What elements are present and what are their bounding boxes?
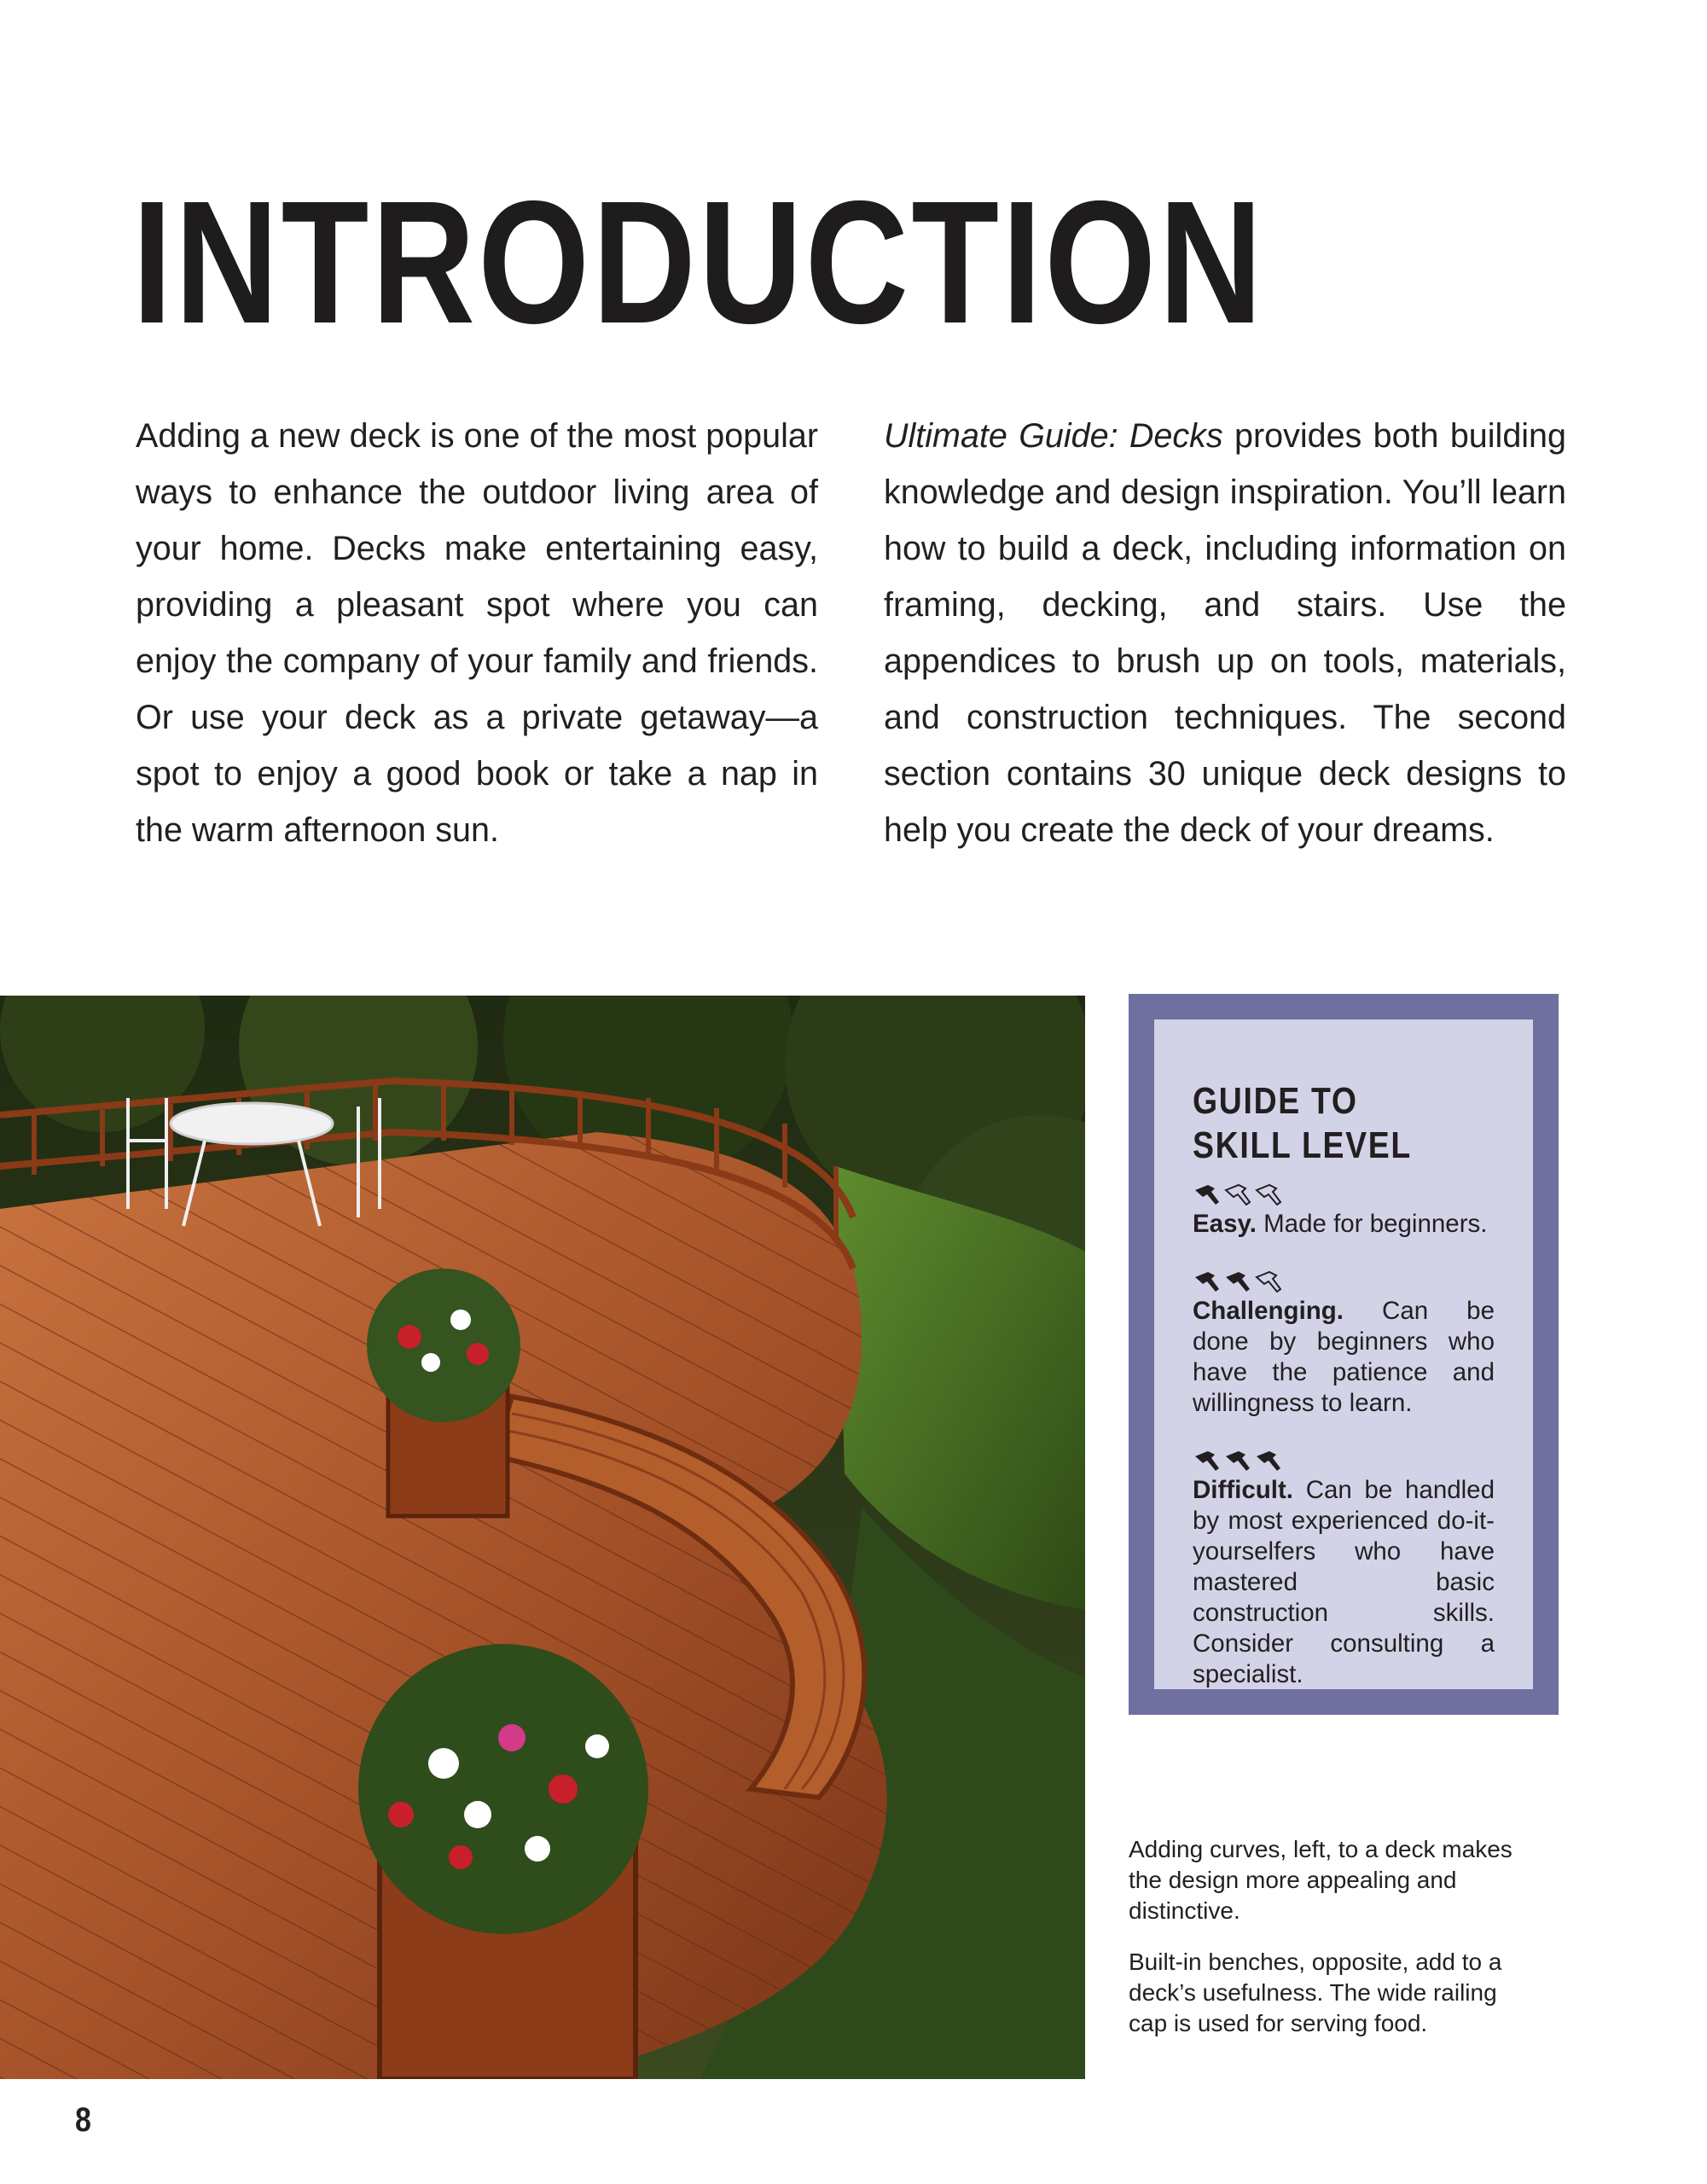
book-title: Ultimate Guide: Decks [884,417,1223,455]
skill-rating-easy [1193,1176,1495,1207]
skill-label: Difficult. [1193,1476,1293,1504]
skill-level-guide [1129,994,1559,1715]
hammer-filled-icon [1193,1265,1222,1294]
guide-title: GUIDE TO SKILL LEVEL [1193,1080,1412,1166]
hammer-filled-icon [1254,1444,1283,1473]
hammer-filled-icon [1193,1178,1222,1207]
skill-description-challenging [1193,1296,1495,1419]
hammer-outline-icon [1223,1178,1252,1207]
skill-rating-difficult [1193,1443,1495,1473]
skill-label: Easy. [1193,1210,1257,1238]
skill-level-difficult [1193,1443,1495,1690]
caption-benches: Built-in benches, opposite, add to a deck’s usefulness. The wide railing cap is used for serving food. [1129,1949,1502,2036]
skill-level-guide-panel [1154,1019,1533,1689]
skill-level-challenging [1193,1263,1495,1419]
deck-photo [0,996,1085,2079]
skill-text: Made for beginners. [1256,1210,1488,1238]
skill-description-easy [1193,1209,1495,1240]
skill-text: Can be done by beginners who have the patience and willingness to learn. [1193,1297,1495,1417]
page-number: 8 [75,2101,91,2139]
skill-level-easy [1193,1176,1495,1240]
hammer-outline-icon [1254,1178,1283,1207]
page-title: INTRODUCTION [132,165,1266,360]
photo-captions [1129,1834,1538,2059]
caption-curves: Adding curves, left, to a deck makes the design more appealing and distinctive. [1129,1836,1512,1924]
skill-description-difficult [1193,1475,1495,1690]
intro-paragraph-left: Adding a new deck is one of the most popular ways to enhance the outdoor living area of your home. Decks make entertaining easy, providing a pleasant spot where you can enjoy the company of your family and friends. Or use your deck as a private getaway—a spot to enjoy a good book or take a nap in the warm afternoon sun. [136,417,818,849]
hammer-filled-icon [1223,1444,1252,1473]
intro-paragraph-right [884,408,1566,858]
skill-label: Challenging. [1193,1297,1344,1325]
skill-text: Can be handled by most experienced do-it-yourselfers who have mastered basic construction skills. Consider consulting a specialist. [1193,1476,1495,1688]
hammer-outline-icon [1254,1265,1283,1294]
skill-rating-challenging [1193,1263,1495,1294]
hammer-filled-icon [1223,1265,1252,1294]
hammer-filled-icon [1193,1444,1222,1473]
intro-paragraph-right-text: provides both building knowledge and design inspiration. You’ll learn how to build a deck, including information on framing, decking, and stairs. Use the appendices to brush up on tools, materials, and construction techniques. The second section contains 30 unique deck designs to help you create the deck of your dreams. [884,417,1566,849]
